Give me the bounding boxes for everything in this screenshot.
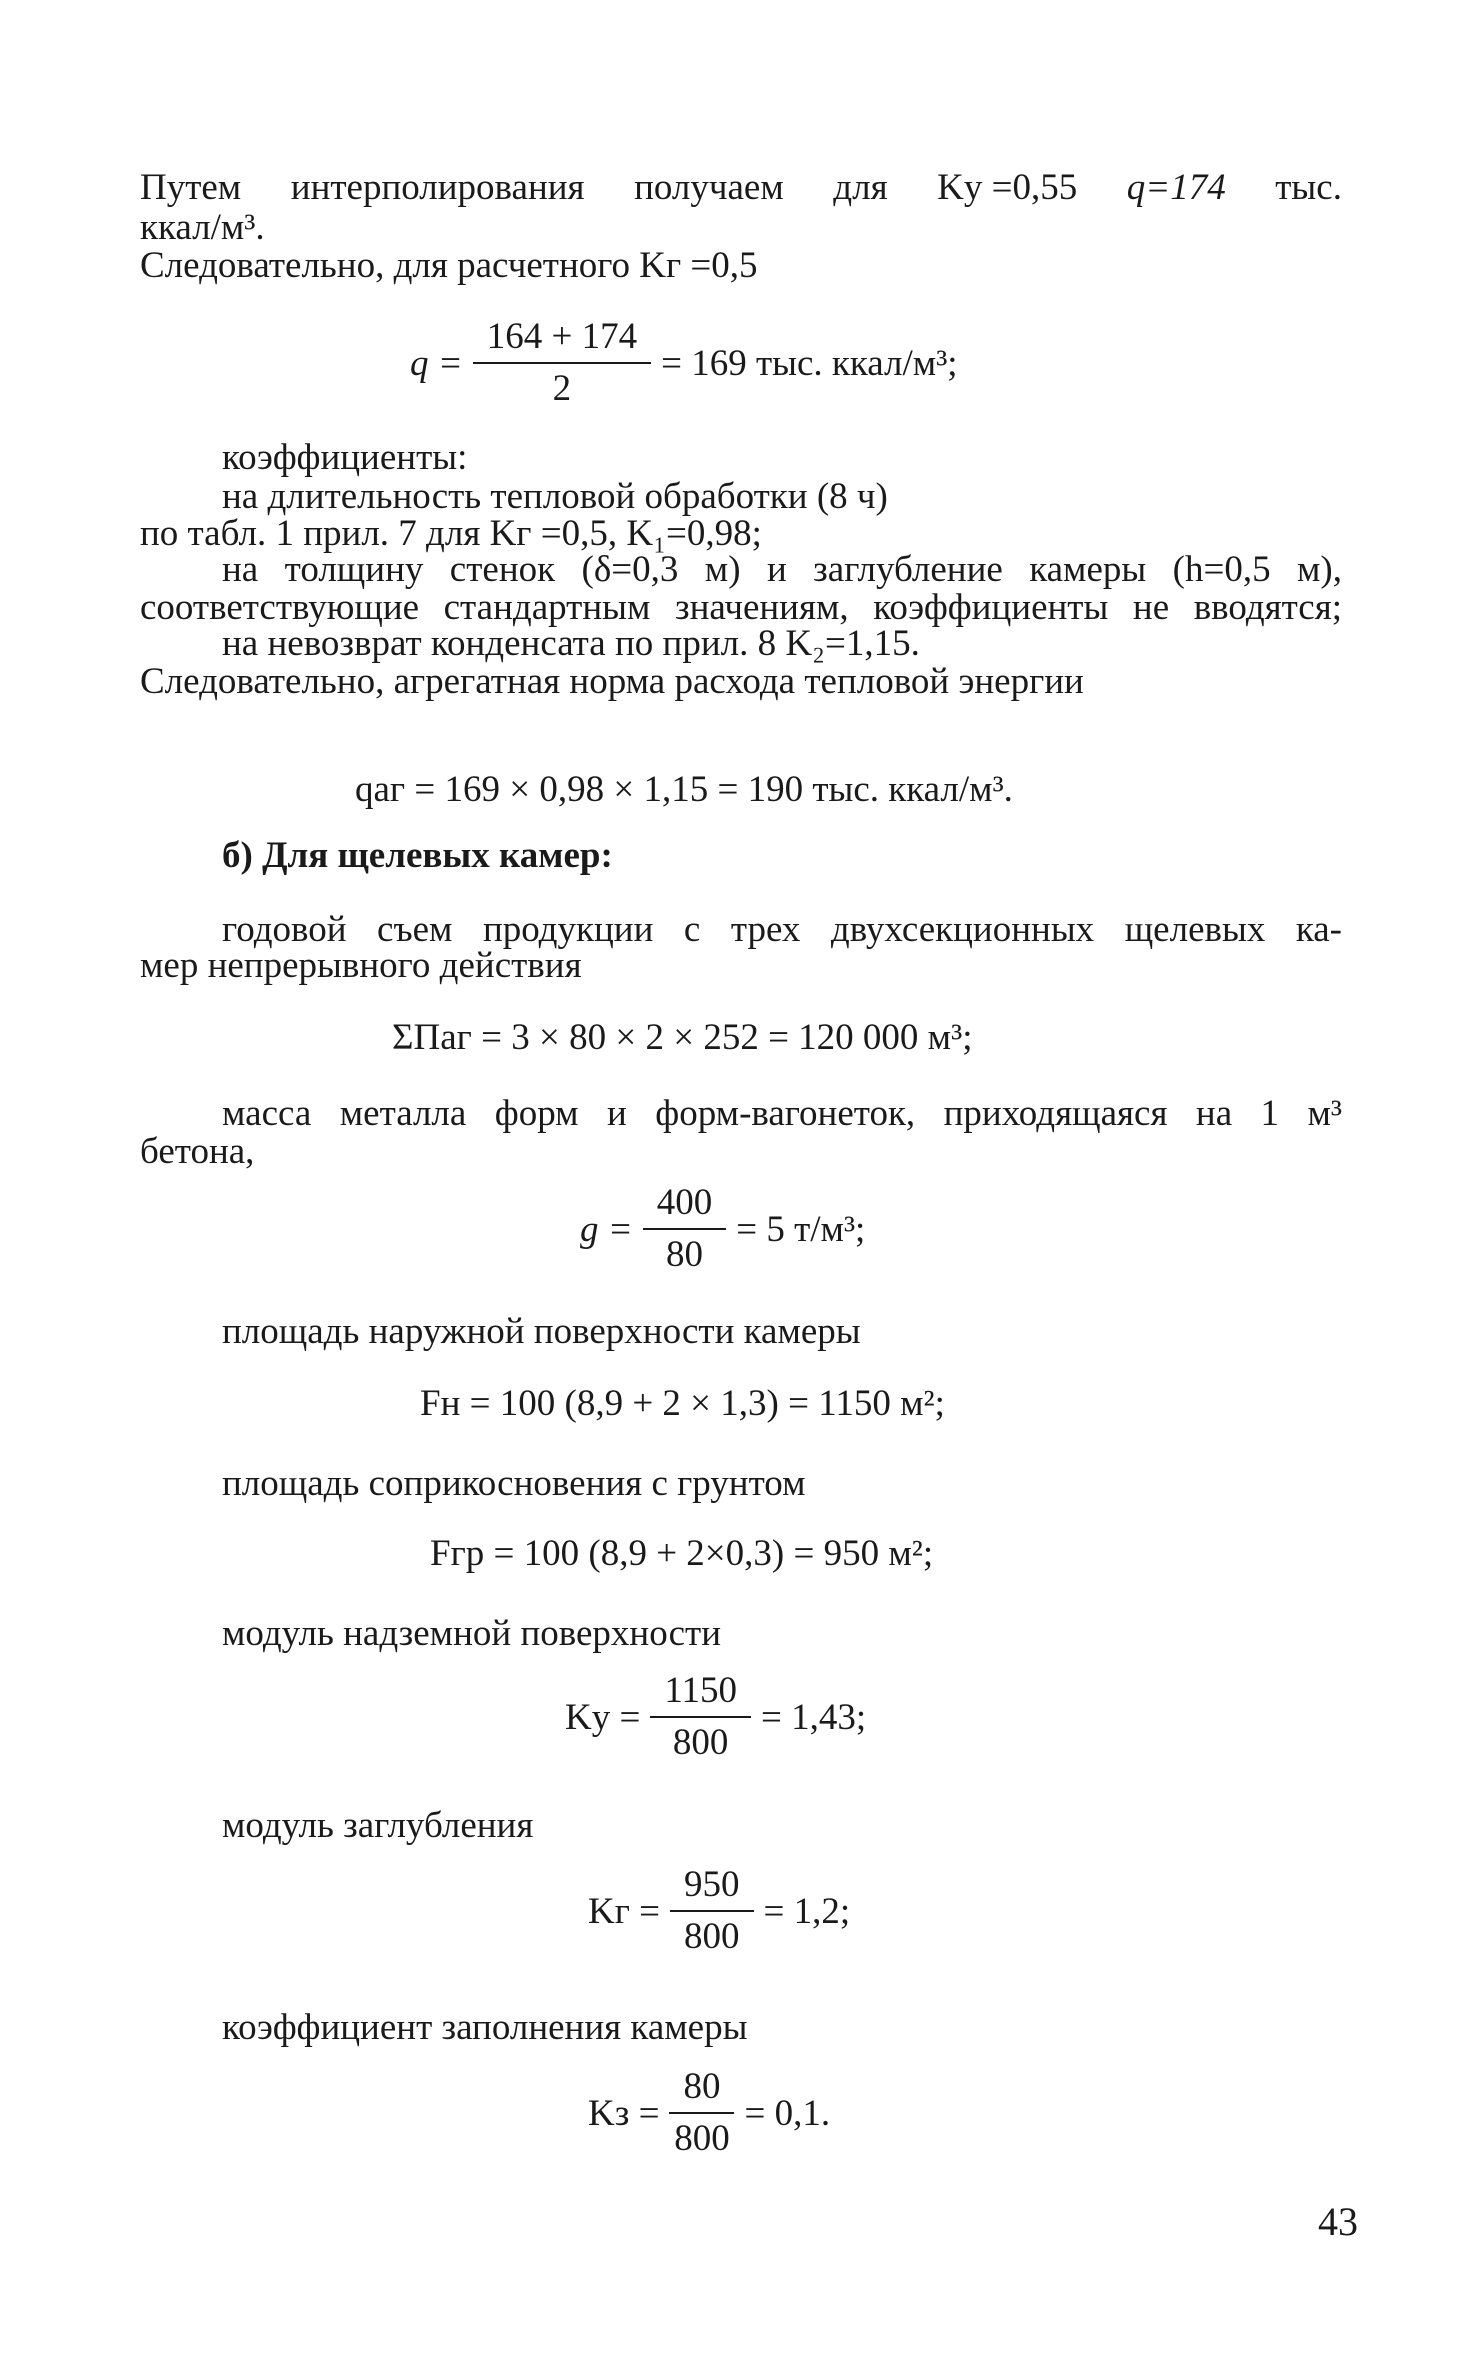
conclusion-line: Следовательно, агрегатная норма расхода тепловой энергии [140, 661, 1084, 702]
formula-rhs: = 169 тыс. ккал/м³; [661, 342, 958, 384]
annual-line1: годовой съем продукции с трех двухсекционных щелевых ка- [222, 909, 1342, 950]
fraction-denominator: 800 [672, 1722, 729, 1763]
mass-line1: масса металла форм и форм-вагонеток, приходящаяся на 1 м³ [222, 1093, 1342, 1134]
formula-fn: Fн = 100 (8,9 + 2 × 1,3) = 1150 м²; [420, 1383, 945, 1424]
ground-area-label: площадь соприкосновения с грунтом [222, 1463, 806, 1504]
formula-qag: qаг = 169 × 0,98 × 1,15 = 190 тыс. ккал/м³. [355, 769, 1013, 810]
fraction-numerator: 164 + 174 [473, 318, 651, 364]
coef-line4: соответствующие стандартным значениям, коэффициенты не вводятся; [140, 587, 1342, 628]
mass-line2: бетона, [140, 1131, 255, 1172]
fraction-denominator: 800 [684, 1916, 740, 1957]
fraction [473, 318, 651, 408]
fraction-denominator: 2 [552, 368, 572, 409]
fraction [670, 1866, 754, 1956]
fraction-numerator: 400 [643, 1184, 727, 1230]
formula-lhs: q = [410, 342, 463, 384]
word: для [833, 167, 888, 208]
coef-line5: на невозврат конденсата по прил. 8 K₂=1,15. [222, 623, 920, 664]
modulus-above-label: модуль надземной поверхности [222, 1613, 722, 1654]
formula-rhs: = 0,1. [744, 2092, 831, 2134]
formula-fgr: Fгр = 100 (8,9 + 2×0,3) = 950 м²; [430, 1533, 934, 1574]
fill-coef-label: коэффициент заполнения камеры [222, 2007, 748, 2048]
fraction [650, 1672, 751, 1762]
section-heading: б) Для щелевых камер: [222, 835, 613, 876]
fraction-denominator: 80 [665, 1234, 703, 1275]
formula-rhs: = 1,43; [760, 1696, 867, 1738]
para1-line2: ккал/м³. [140, 207, 265, 248]
fraction-numerator: 80 [669, 2068, 734, 2114]
modulus-depth-label: модуль заглубления [222, 1805, 534, 1846]
coef-line1: на длительность тепловой обработки (8 ч) [222, 476, 888, 517]
word: Путем [140, 167, 242, 208]
formula-kz [588, 2068, 830, 2158]
formula-lhs: Kг = [588, 1890, 661, 1932]
fraction-numerator: 1150 [650, 1672, 751, 1718]
formula-rhs: = 1,2; [763, 1890, 851, 1932]
coef-intro: коэффициенты: [222, 437, 468, 478]
word: интерполирования [290, 167, 585, 208]
word: q=174 [1126, 167, 1226, 208]
formula-g [580, 1184, 865, 1274]
fraction-numerator: 950 [670, 1866, 754, 1912]
fraction-denominator: 800 [674, 2118, 730, 2159]
fraction [643, 1184, 727, 1274]
formula-sum: ΣПаг = 3 × 80 × 2 × 252 = 120 000 м³; [392, 1017, 973, 1058]
formula-kg [588, 1866, 850, 1956]
fraction [669, 2068, 734, 2158]
para1-line1 [140, 166, 1342, 210]
formula-rhs: = 5 т/м³; [736, 1208, 866, 1250]
word: тыс. [1275, 167, 1342, 208]
coef-line3: на толщину стенок (δ=0,3 м) и заглубление камеры (h=0,5 м), [222, 549, 1342, 590]
outer-area-label: площадь наружной поверхности камеры [222, 1311, 861, 1352]
formula-lhs: Kу = [565, 1696, 641, 1738]
para1-line3: Следовательно, для расчетного Kг =0,5 [140, 245, 758, 286]
formula-lhs: g = [580, 1208, 633, 1250]
formula-lhs: Kз = [588, 2092, 660, 2134]
word: получаем [634, 167, 784, 208]
coef-line2: по табл. 1 прил. 7 для Kг =0,5, K₁=0,98; [140, 513, 762, 554]
formula-q [410, 318, 958, 408]
formula-ky [565, 1672, 866, 1762]
word: Kу =0,55 [937, 167, 1078, 208]
annual-line2: мер непрерывного действия [140, 945, 582, 986]
page-number: 43 [1318, 2199, 1358, 2244]
